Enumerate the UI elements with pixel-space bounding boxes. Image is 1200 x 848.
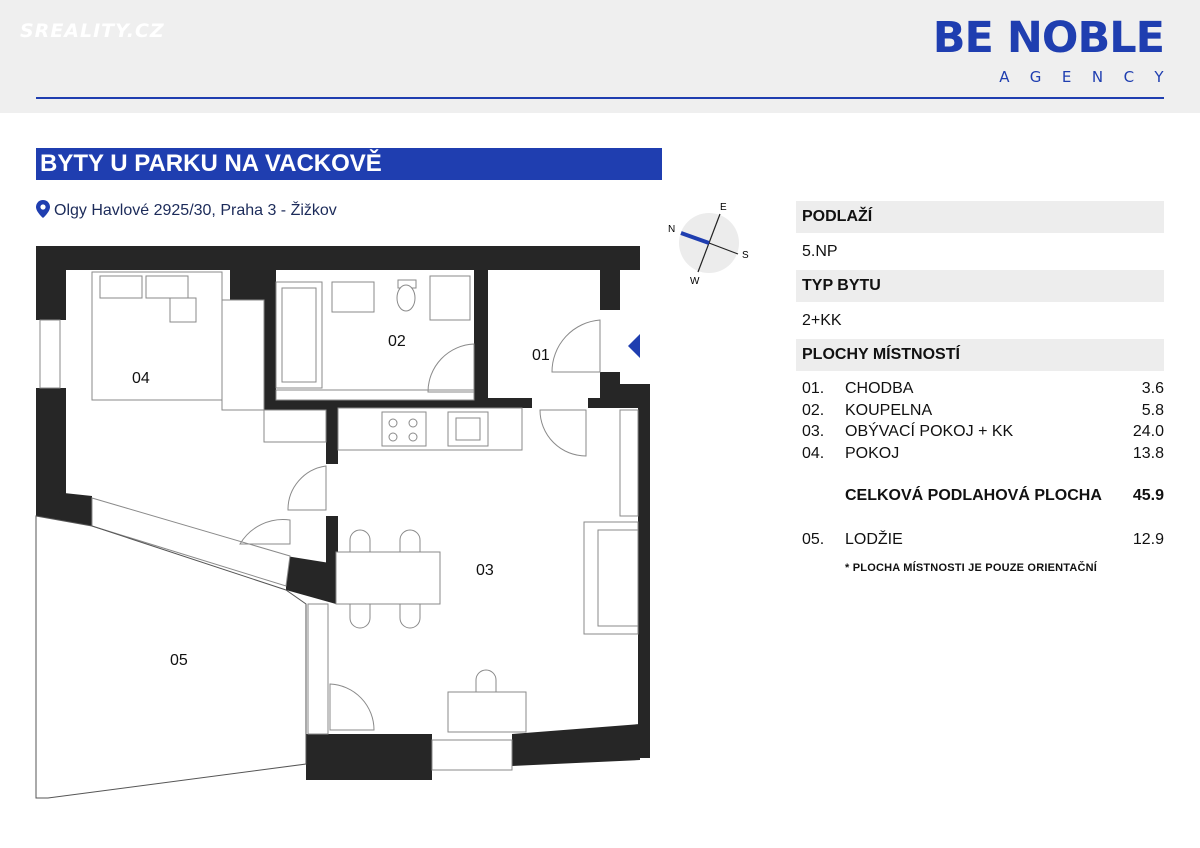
floor-plan <box>30 240 650 815</box>
area-value: 12.9 <box>1132 530 1164 548</box>
total-area-label: CELKOVÁ PODLAHOVÁ PLOCHA <box>845 487 1102 504</box>
brand-logo <box>932 13 1184 86</box>
area-name: LODŽIE <box>845 530 903 548</box>
area-num: 02. <box>802 401 825 419</box>
brand-name: BE NOBLE <box>932 13 1164 63</box>
area-name: KOUPELNA <box>845 401 933 419</box>
areas-heading: PLOCHY MÍSTNOSTÍ <box>796 339 1164 371</box>
room-label-03: 03 <box>476 562 494 579</box>
address <box>36 200 337 222</box>
total-area-row <box>796 485 1164 507</box>
area-value: 24.0 <box>1132 423 1164 440</box>
area-value: 5.8 <box>1141 401 1164 419</box>
type-value: 2+KK <box>802 312 842 329</box>
area-row <box>796 400 1164 422</box>
area-num: 04. <box>802 444 825 462</box>
compass <box>664 198 754 288</box>
room-label-02: 02 <box>388 333 406 350</box>
area-num: 03. <box>802 423 825 440</box>
room-label-04: 04 <box>132 370 150 387</box>
area-row <box>796 443 1164 465</box>
compass-n: N <box>668 224 676 235</box>
room-label-01: 01 <box>532 347 550 364</box>
compass-e: E <box>720 202 727 213</box>
footnote: * PLOCHA MÍSTNOSTI JE POUZE ORIENTAČNÍ <box>845 562 1098 574</box>
area-name: OBÝVACÍ POKOJ + KK <box>845 423 1014 440</box>
area-value: 3.6 <box>1141 380 1164 397</box>
page-title: BYTY U PARKU NA VACKOVĚ <box>36 148 662 180</box>
area-num: 05. <box>802 530 825 548</box>
header <box>0 0 1200 113</box>
compass-w: W <box>690 276 700 287</box>
header-divider <box>36 97 1164 99</box>
brand-sub: AGENCY <box>999 68 1184 86</box>
loggia-row <box>796 529 1164 551</box>
area-row <box>796 378 1164 400</box>
room-label-05: 05 <box>170 652 188 669</box>
floor-value: 5.NP <box>802 243 838 260</box>
watermark: SREALITY.CZ <box>20 20 165 42</box>
location-pin-icon <box>36 200 50 218</box>
area-name: POKOJ <box>845 444 900 462</box>
floor-heading: PODLAŽÍ <box>796 201 1164 233</box>
entrance-arrow-icon <box>628 334 640 358</box>
total-area-value: 45.9 <box>1132 487 1164 504</box>
area-num: 01. <box>802 380 825 397</box>
area-row <box>796 421 1164 443</box>
area-name: CHODBA <box>845 380 914 397</box>
type-heading: TYP BYTU <box>796 270 1164 302</box>
info-panel <box>796 201 1164 574</box>
area-value: 13.8 <box>1132 444 1164 462</box>
compass-s: S <box>742 250 749 261</box>
address-text: Olgy Havlové 2925/30, Praha 3 - Žižkov <box>54 202 337 219</box>
